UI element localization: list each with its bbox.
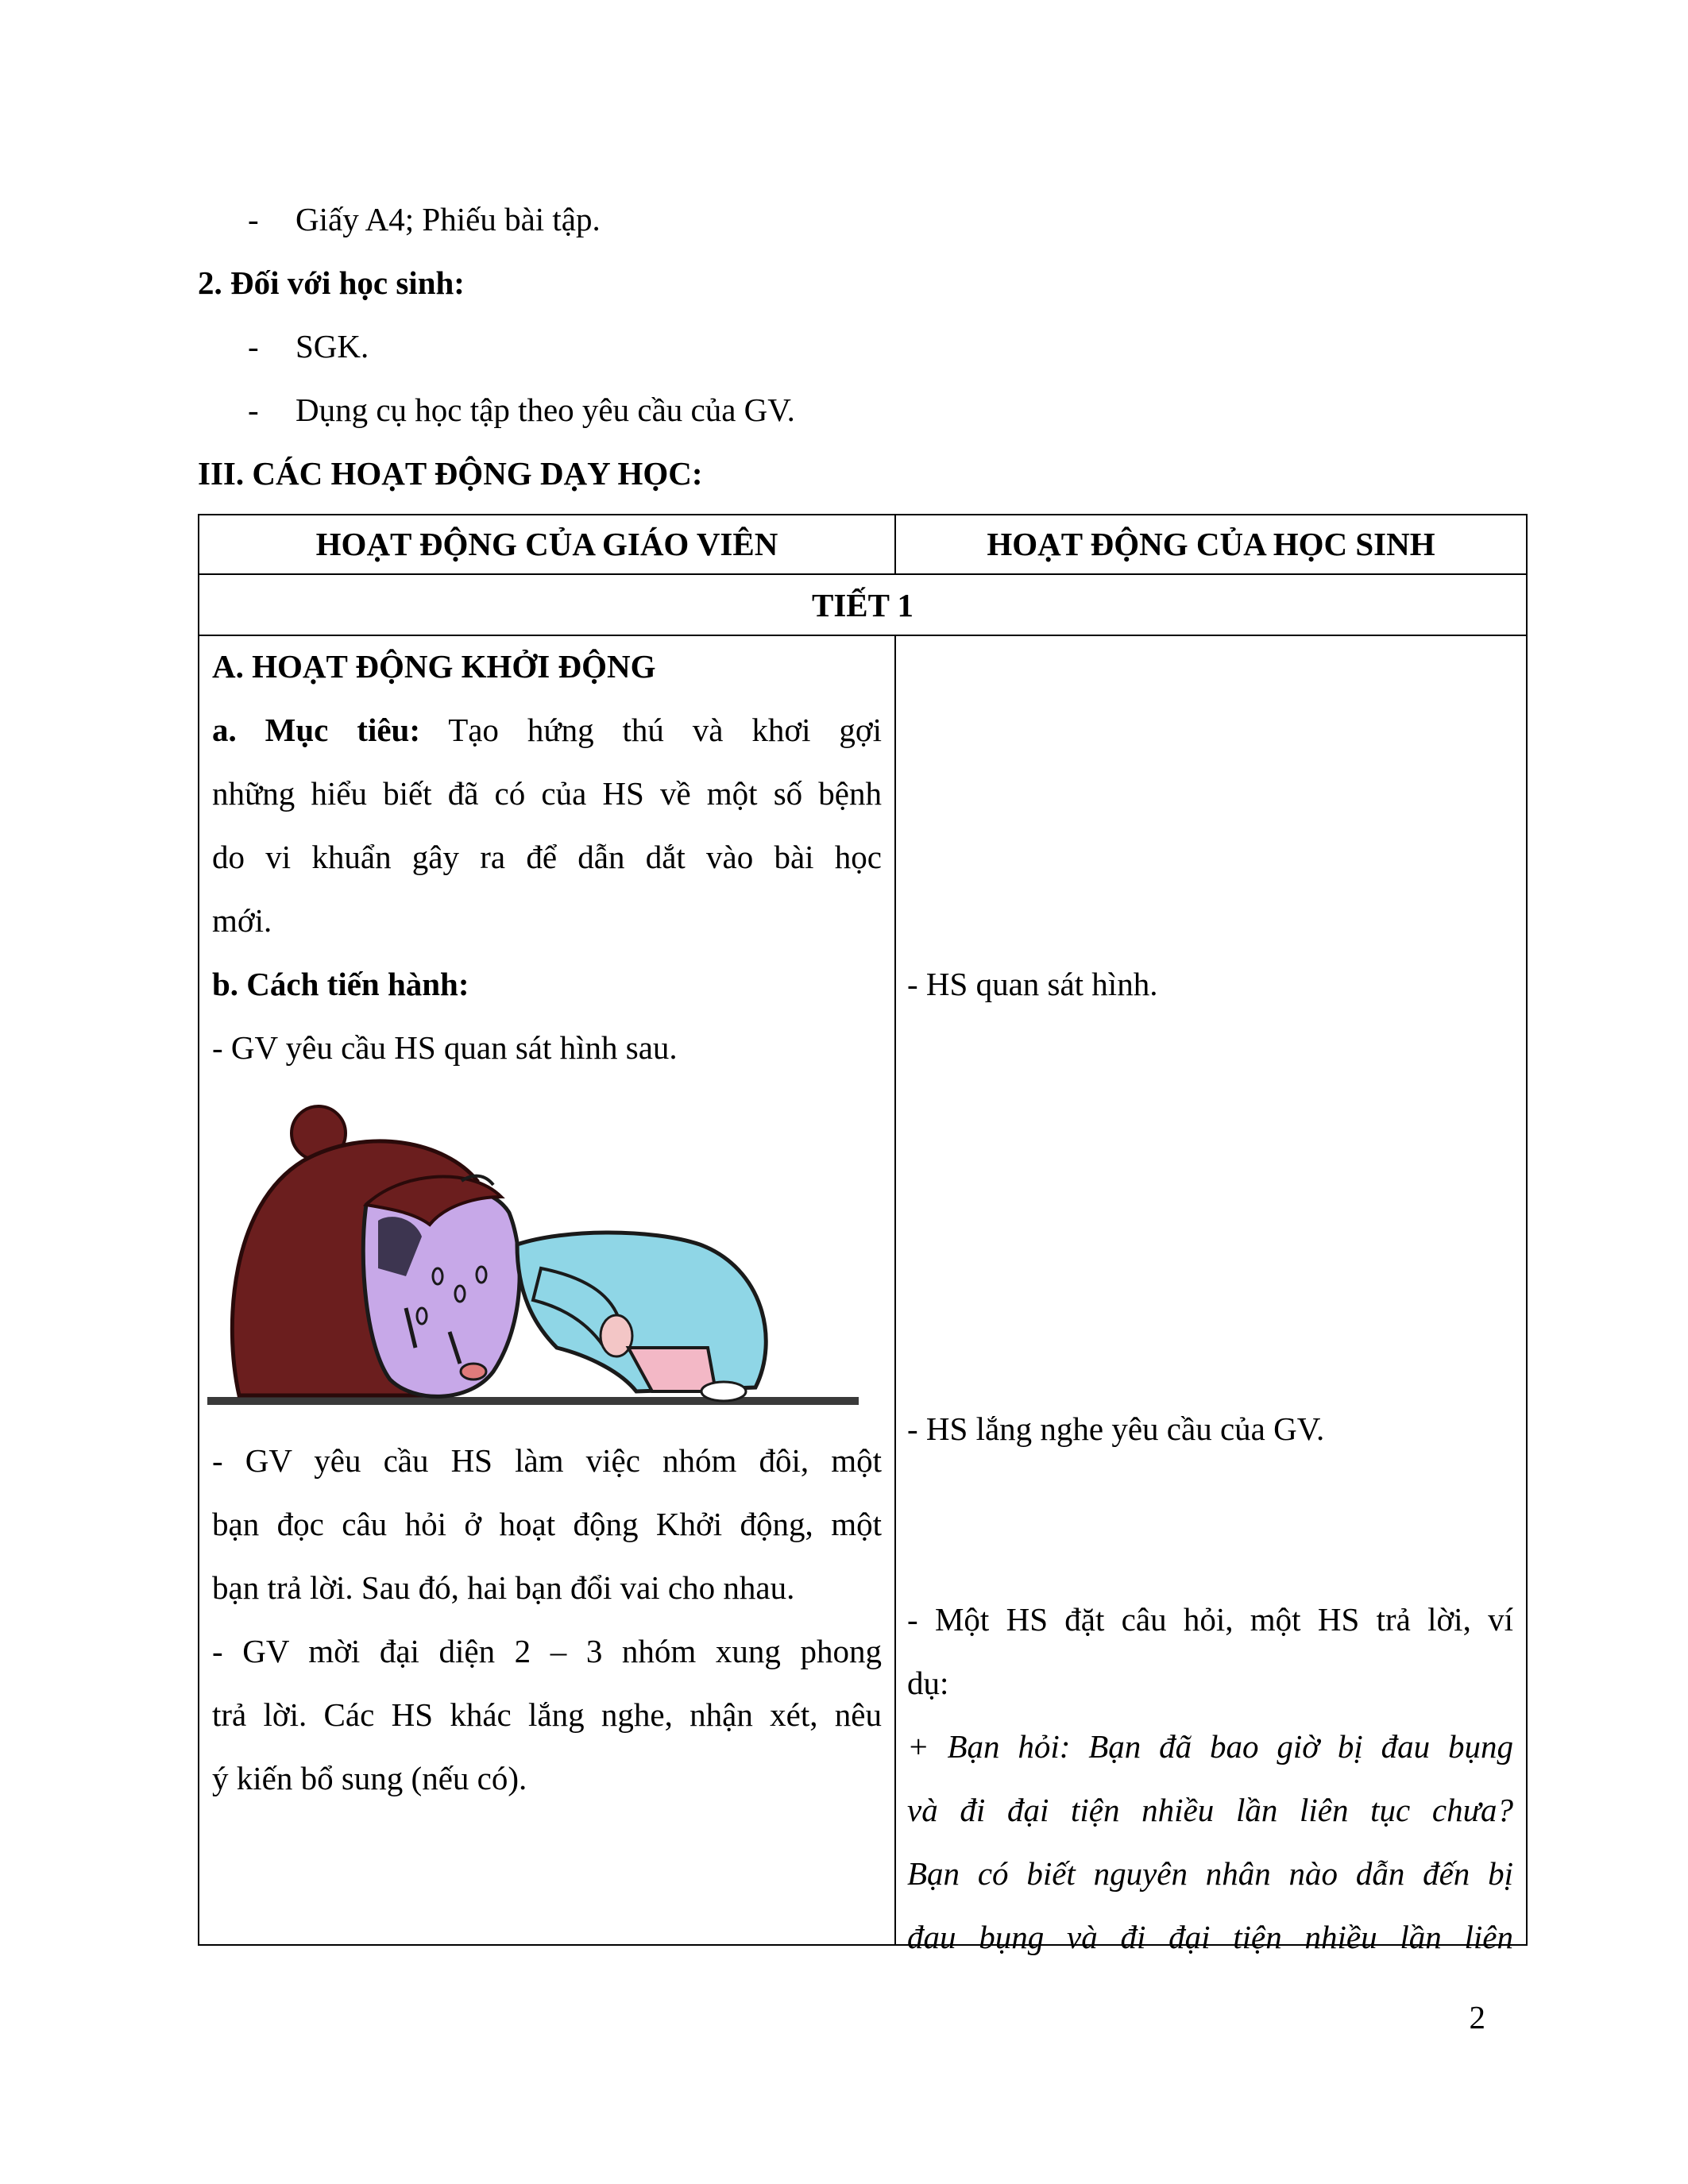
goal-text: Tạo hứng thú và khơi gợi (448, 712, 882, 748)
section-title: A. HOẠT ĐỘNG KHỞI ĐỘNG (212, 648, 656, 685)
stomachache-girl-illustration (207, 1086, 859, 1411)
list-marker: - (248, 201, 259, 237)
student-response: - HS lắng nghe yêu cầu của GV. (907, 1410, 1325, 1447)
goal-label: a. Mục tiêu: (212, 712, 420, 748)
student-response-block (907, 1588, 1513, 1969)
student-response: - Một HS đặt câu hỏi, một HS trả lời, ví (907, 1601, 1513, 1638)
step-text: ý kiến bổ sung (nếu có). (212, 1760, 527, 1796)
teacher-cell (212, 635, 882, 1079)
student-example: + Bạn hỏi: Bạn đã bao giờ bị đau bụng (907, 1728, 1513, 1765)
activities-table (198, 514, 1528, 1955)
student-response: dụ: (907, 1665, 949, 1701)
table-border (198, 514, 199, 1946)
step-text: - GV yêu cầu HS quan sát hình sau. (212, 1029, 678, 1066)
list-item-text: Dụng cụ học tập theo yêu cầu của GV. (295, 392, 795, 428)
list-item-text: Giấy A4; Phiếu bài tập. (295, 201, 601, 237)
column-header-student: HOẠT ĐỘNG CỦA HỌC SINH (987, 526, 1435, 562)
method-label: b. Cách tiến hành: (212, 966, 469, 1002)
step-text: bạn trả lời. Sau đó, hai bạn đổi vai cho nhau. (212, 1569, 795, 1606)
student-example: đau bụng và đi đại tiện nhiều lần liên (907, 1919, 1513, 1955)
step-text: - GV yêu cầu HS làm việc nhóm đôi, một (212, 1442, 882, 1479)
table-border (1526, 514, 1528, 1946)
goal-line (212, 698, 882, 762)
period-label: TIẾT 1 (811, 587, 914, 623)
goal-line: do vi khuẩn gây ra để dẫn dắt vào bài học (212, 839, 882, 875)
list-marker: - (248, 328, 259, 365)
list-marker: - (248, 392, 259, 428)
student-response: - HS quan sát hình. (907, 966, 1158, 1002)
table-border (894, 635, 896, 1946)
goal-line: những hiểu biết đã có của HS về một số bệnh (212, 775, 882, 812)
column-header-teacher: HOẠT ĐỘNG CỦA GIÁO VIÊN (315, 526, 778, 562)
section-heading: III. CÁC HOẠT ĐỘNG DẠY HỌC: (198, 455, 703, 492)
goal-line: mới. (212, 902, 272, 939)
page-number: 2 (1469, 1999, 1485, 2035)
student-example: và đi đại tiện nhiều lần liên tục chưa? (907, 1792, 1513, 1828)
list-item-text: SGK. (295, 328, 369, 365)
student-example: Bạn có biết nguyên nhân nào dẫn đến bị (907, 1855, 1513, 1892)
heading-students: 2. Đối với học sinh: (198, 264, 465, 301)
step-text: - GV mời đại diện 2 – 3 nhóm xung phong (212, 1633, 882, 1669)
step-text: trả lời. Các HS khác lắng nghe, nhận xét, nêu (212, 1696, 882, 1733)
teacher-cell-lower (212, 1429, 882, 1810)
step-text: bạn đọc câu hỏi ở hoạt động Khởi động, một (212, 1506, 882, 1542)
